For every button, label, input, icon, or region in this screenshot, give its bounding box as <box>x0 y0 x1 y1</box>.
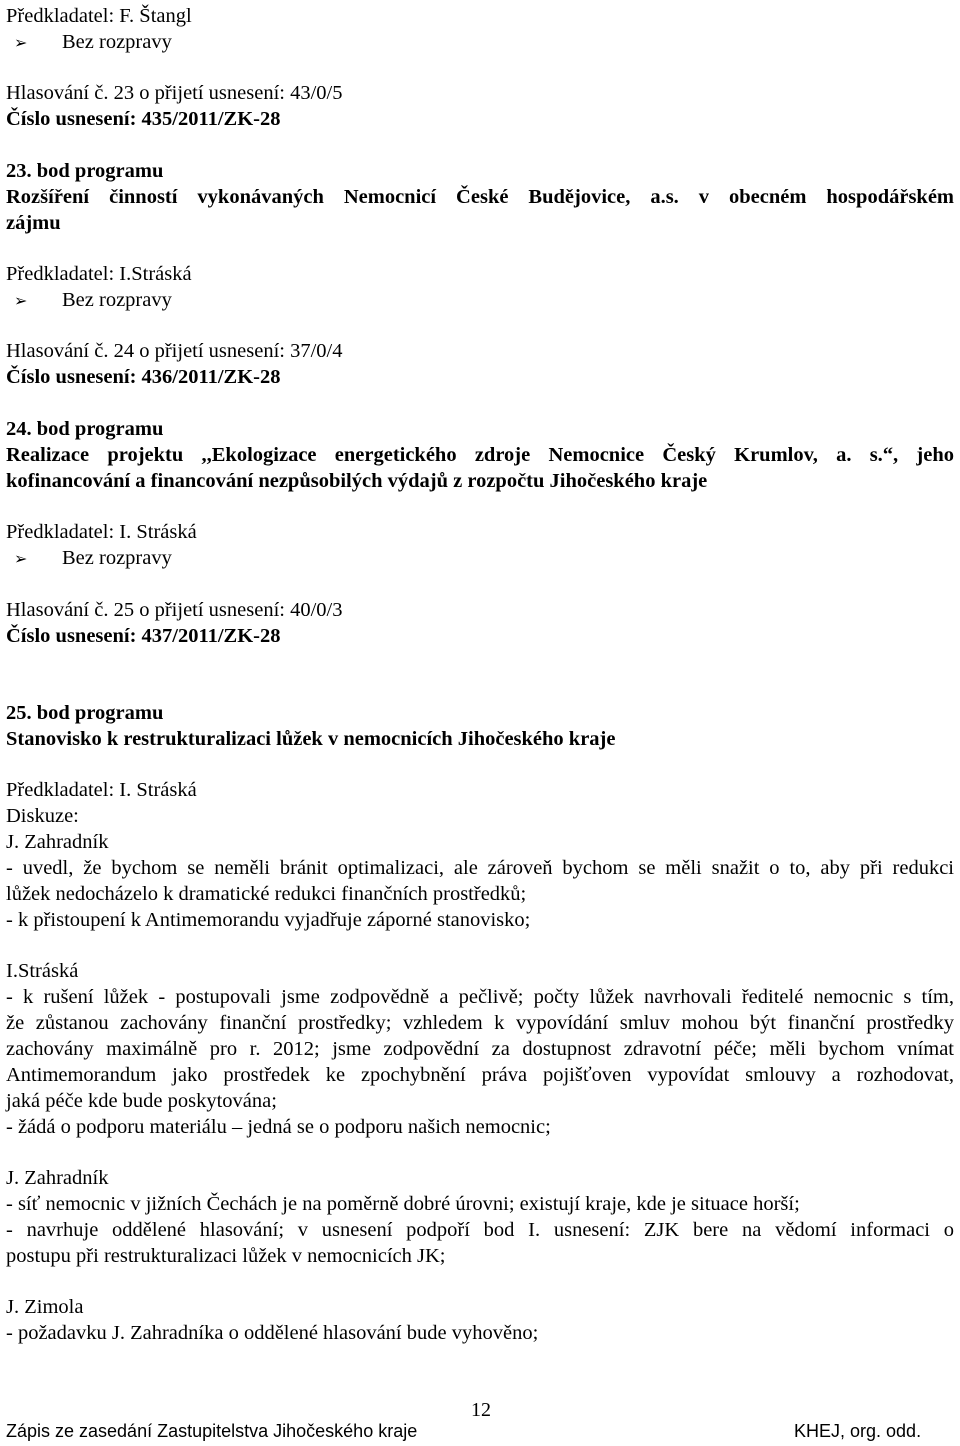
discussion-text: - žádá o podporu materiálu – jedná se o podporu našich nemocnic; <box>6 1116 551 1138</box>
discussion-label: Diskuze: <box>6 805 79 827</box>
discussion-text: zachovány maximálně pro r. 2012; jsme zodpovědní za dostupnost zdravotní péče; měli bychom vnímat <box>6 1038 954 1060</box>
bullet-item <box>14 29 172 56</box>
footer-right: KHEJ, org. odd. <box>794 1421 922 1441</box>
discussion-text: postupu při restrukturalizaci lůžek v nemocnicích JK; <box>6 1245 446 1267</box>
presenter-line: Předkladatel: I. Stráská <box>6 521 197 543</box>
vote-line: Hlasování č. 24 o přijetí usnesení: 37/0/4 <box>6 340 343 362</box>
arrow-bullet-icon: ➢ <box>14 291 28 310</box>
discussion-text: - síť nemocnic v jižních Čechách je na poměrně dobré úrovni; existují kraje, kde je situace horší; <box>6 1193 800 1215</box>
speaker-name: J. Zahradník <box>6 1167 109 1189</box>
discussion-text: že zůstanou zachovány finanční prostředky; vzhledem k vypovídání smluv mohou být finanční prostředky <box>6 1012 954 1034</box>
agenda-item-title: Realizace projektu ,,Ekologizace energetického zdroje Nemocnice Český Krumlov, a. s.“, jeho <box>6 444 954 466</box>
bullet-text: Bez rozpravy <box>62 31 172 53</box>
arrow-bullet-icon: ➢ <box>14 33 28 52</box>
bullet-item <box>14 287 172 314</box>
discussion-text: - uvedl, že bychom se neměli bránit optimalizaci, ale zároveň bychom se měli snažit o to, aby při redukci <box>6 857 954 879</box>
discussion-text: - k rušení lůžek - postupovali jsme zodpovědně a pečlivě; počty lůžek navrhovali ředitelé nemocnic s tím, <box>6 986 954 1008</box>
bullet-text: Bez rozpravy <box>62 289 172 311</box>
agenda-item-heading: 23. bod programu <box>6 160 164 182</box>
agenda-item-title-cont: zájmu <box>6 212 61 234</box>
agenda-item-title-cont: kofinancování a financování nezpůsobilých výdajů z rozpočtu Jihočeského kraje <box>6 470 708 492</box>
agenda-item-heading: 24. bod programu <box>6 418 164 440</box>
discussion-text: Antimemorandum jako prostředek ke zpochybnění práva pojišťoven vypovídat smlouvy a rozhodovat, <box>6 1064 954 1086</box>
resolution-number: Číslo usnesení: 436/2011/ZK-28 <box>6 366 281 388</box>
speaker-name: J. Zahradník <box>6 831 109 853</box>
page-number: 12 <box>471 1399 491 1421</box>
discussion-text: - požadavku J. Zahradníka o oddělené hlasování bude vyhověno; <box>6 1322 539 1344</box>
discussion-text: - navrhuje oddělené hlasování; v usnesení podpoří bod I. usnesení: ZJK bere na vědomí informaci o <box>6 1219 954 1241</box>
agenda-item-title: Stanovisko k restrukturalizaci lůžek v nemocnicích Jihočeského kraje <box>6 728 616 750</box>
footer-left: Zápis ze zasedání Zastupitelstva Jihočeského kraje <box>6 1421 418 1441</box>
resolution-number: Číslo usnesení: 437/2011/ZK-28 <box>6 625 281 647</box>
presenter-line: Předkladatel: I. Stráská <box>6 779 197 801</box>
vote-line: Hlasování č. 25 o přijetí usnesení: 40/0/3 <box>6 599 343 621</box>
agenda-item-title: Rozšíření činností vykonávaných Nemocnicí České Budějovice, a.s. v obecném hospodářském <box>6 186 954 208</box>
speaker-name: I.Stráská <box>6 960 79 982</box>
bullet-item <box>14 545 172 572</box>
agenda-item-heading: 25. bod programu <box>6 702 164 724</box>
speaker-name: J. Zimola <box>6 1296 84 1318</box>
presenter-line: Předkladatel: F. Štangl <box>6 5 192 27</box>
resolution-number: Číslo usnesení: 435/2011/ZK-28 <box>6 108 281 130</box>
bullet-text: Bez rozpravy <box>62 547 172 569</box>
presenter-line: Předkladatel: I.Stráská <box>6 263 192 285</box>
discussion-text: jaká péče kde bude poskytována; <box>6 1090 277 1112</box>
discussion-text: - k přistoupení k Antimemorandu vyjadřuje záporné stanovisko; <box>6 909 531 931</box>
discussion-text: lůžek nedocházelo k dramatické redukci finančních prostředků; <box>6 883 527 905</box>
vote-line: Hlasování č. 23 o přijetí usnesení: 43/0/5 <box>6 82 343 104</box>
arrow-bullet-icon: ➢ <box>14 549 28 568</box>
